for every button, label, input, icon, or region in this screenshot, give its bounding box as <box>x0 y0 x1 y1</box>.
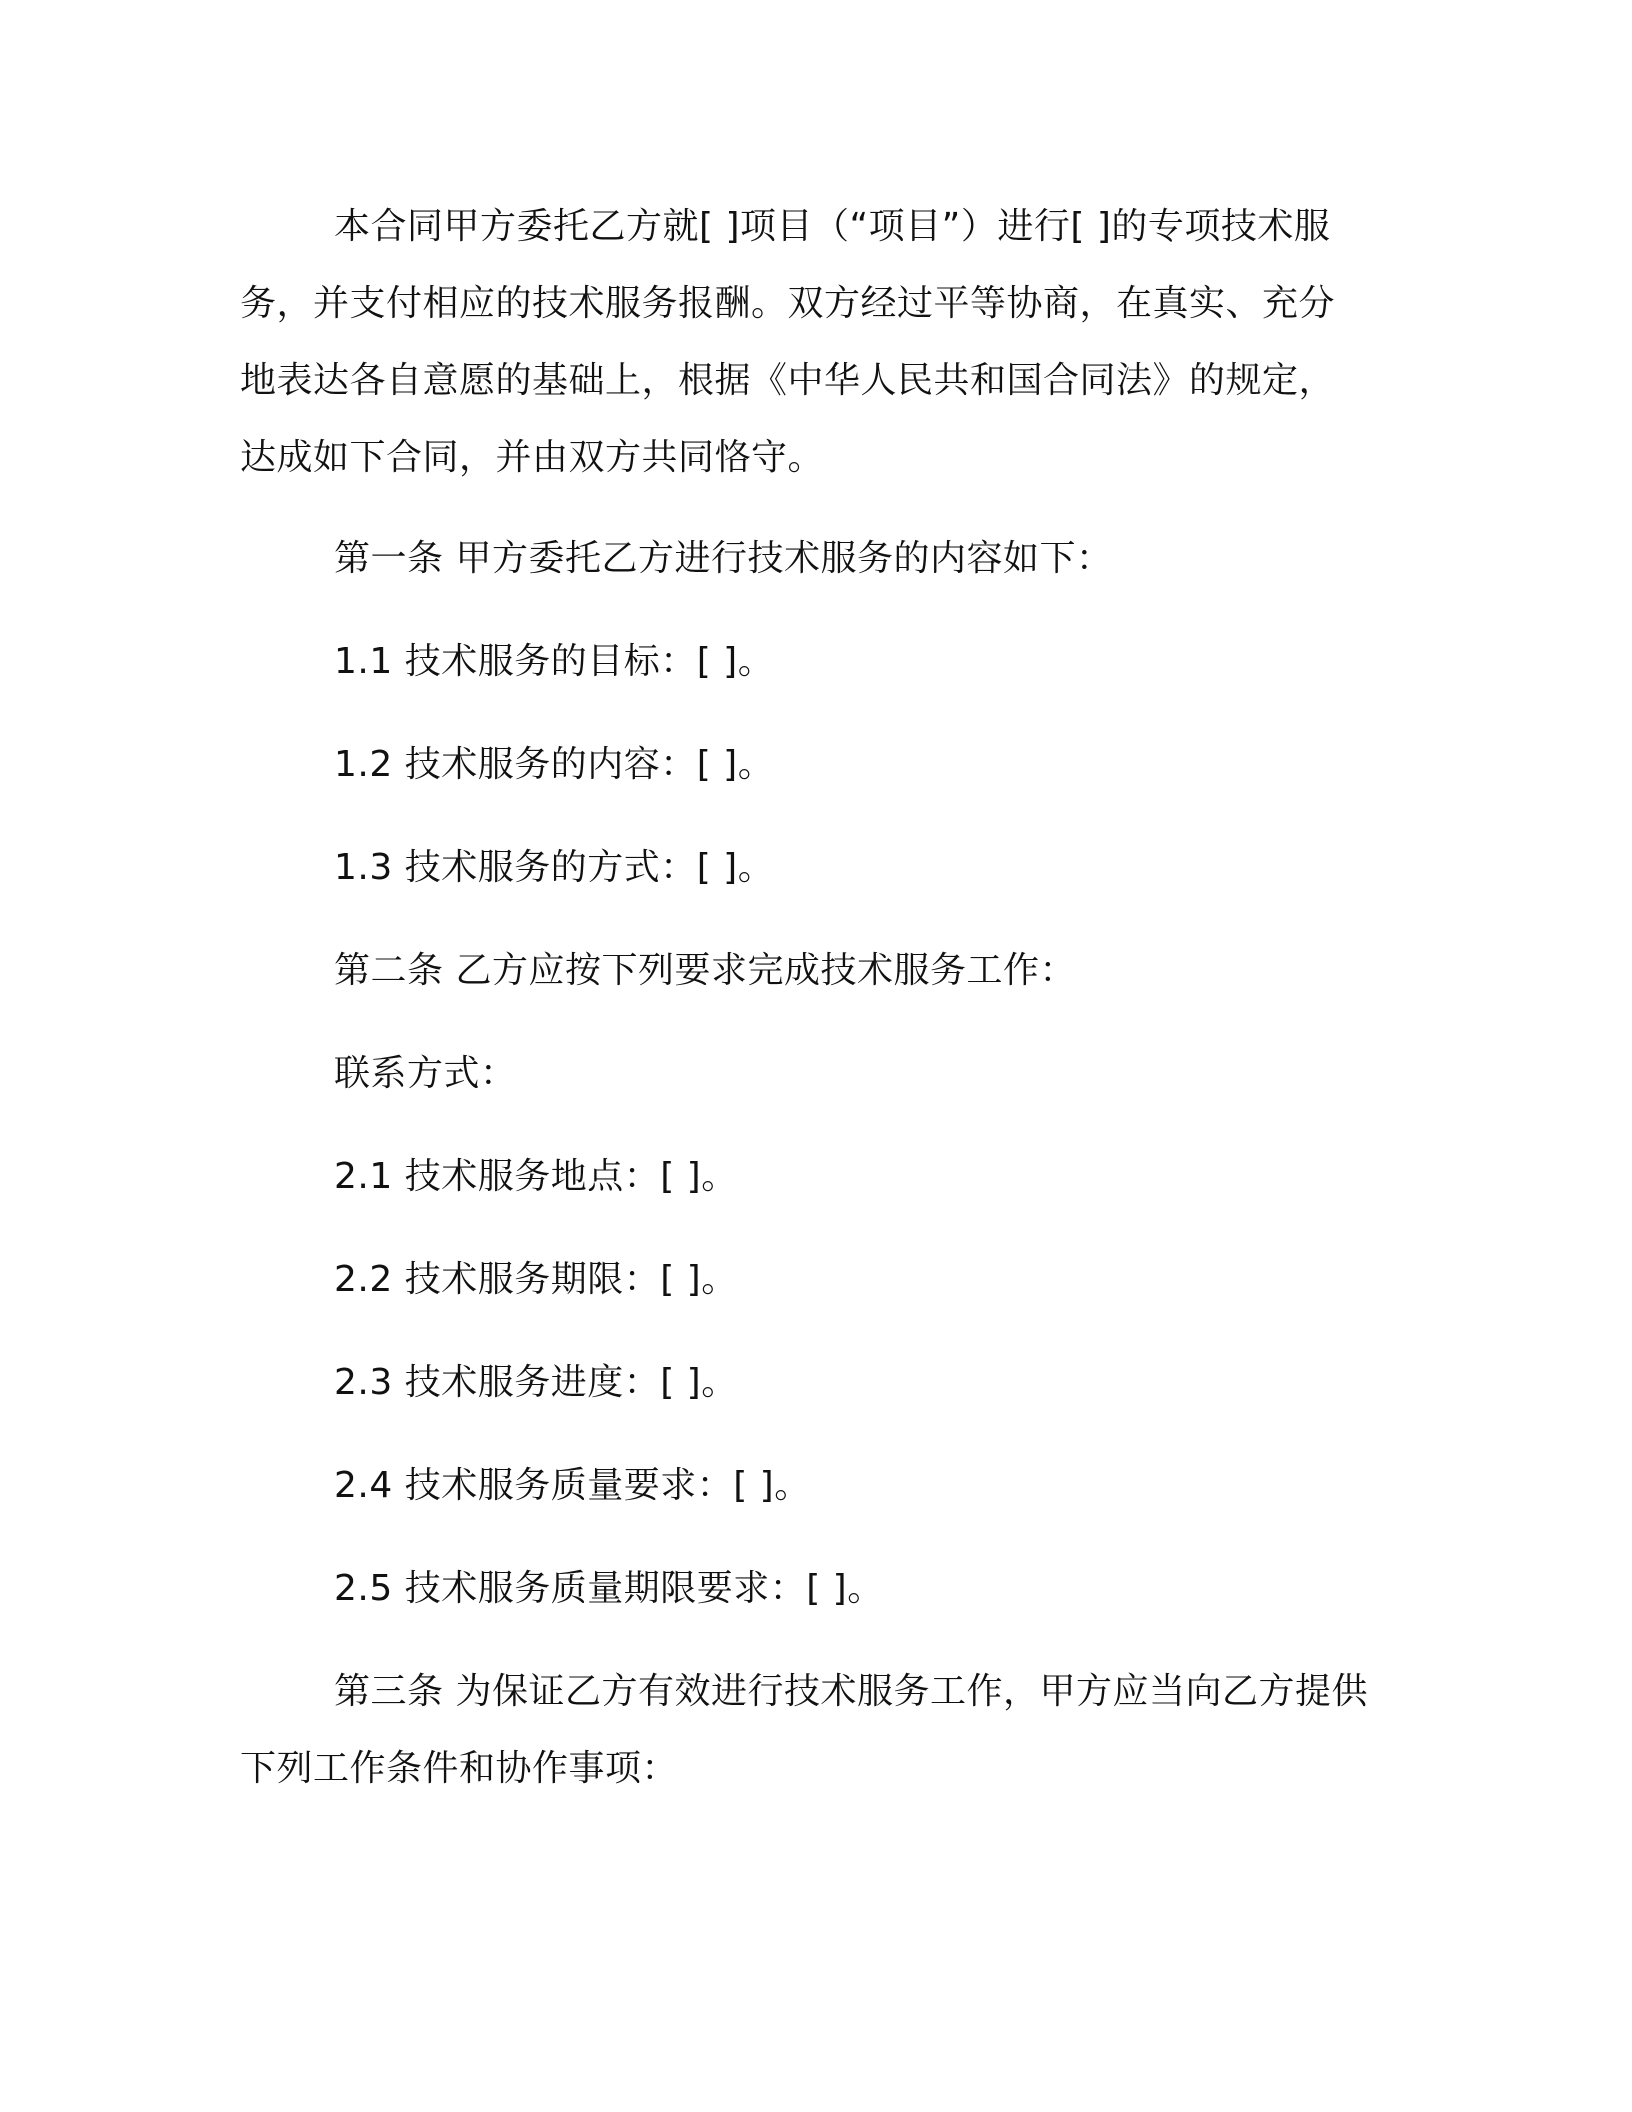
intro-paragraph <box>240 188 1400 496</box>
intro-line-3: 地表达各自意愿的基础上，根据《中华人民共和国合同法》的规定， <box>240 360 1336 401</box>
article-2-item-4: 2.4 技术服务质量要求：[ ]。 <box>334 1465 811 1506</box>
contact-label: 联系方式： <box>334 1053 517 1094</box>
article-2-item-3: 2.3 技术服务进度：[ ]。 <box>334 1362 738 1403</box>
article-2-item-5: 2.5 技术服务质量期限要求：[ ]。 <box>334 1568 884 1609</box>
article-3-line-1: 第三条 为保证乙方有效进行技术服务工作，甲方应当向乙方提供 <box>334 1671 1368 1712</box>
article-2-heading: 第二条 乙方应按下列要求完成技术服务工作： <box>334 950 1076 991</box>
intro-line-2: 务，并支付相应的技术服务报酬。双方经过平等协商，在真实、充分 <box>240 283 1336 324</box>
article-1-item-2: 1.2 技术服务的内容：[ ]。 <box>334 744 775 785</box>
intro-line-4: 达成如下合同，并由双方共同恪守。 <box>240 437 825 478</box>
article-1-heading: 第一条 甲方委托乙方进行技术服务的内容如下： <box>334 538 1113 579</box>
article-2-item-1: 2.1 技术服务地点：[ ]。 <box>334 1156 738 1197</box>
article-1-item-3: 1.3 技术服务的方式：[ ]。 <box>334 847 775 888</box>
intro-line-1: 本合同甲方委托乙方就[ ]项目（“项目”）进行[ ]的专项技术服 <box>334 206 1331 247</box>
article-2-item-2: 2.2 技术服务期限：[ ]。 <box>334 1259 738 1300</box>
article-3-line-2: 下列工作条件和协作事项： <box>240 1748 679 1789</box>
article-1-item-1: 1.1 技术服务的目标：[ ]。 <box>334 641 775 682</box>
